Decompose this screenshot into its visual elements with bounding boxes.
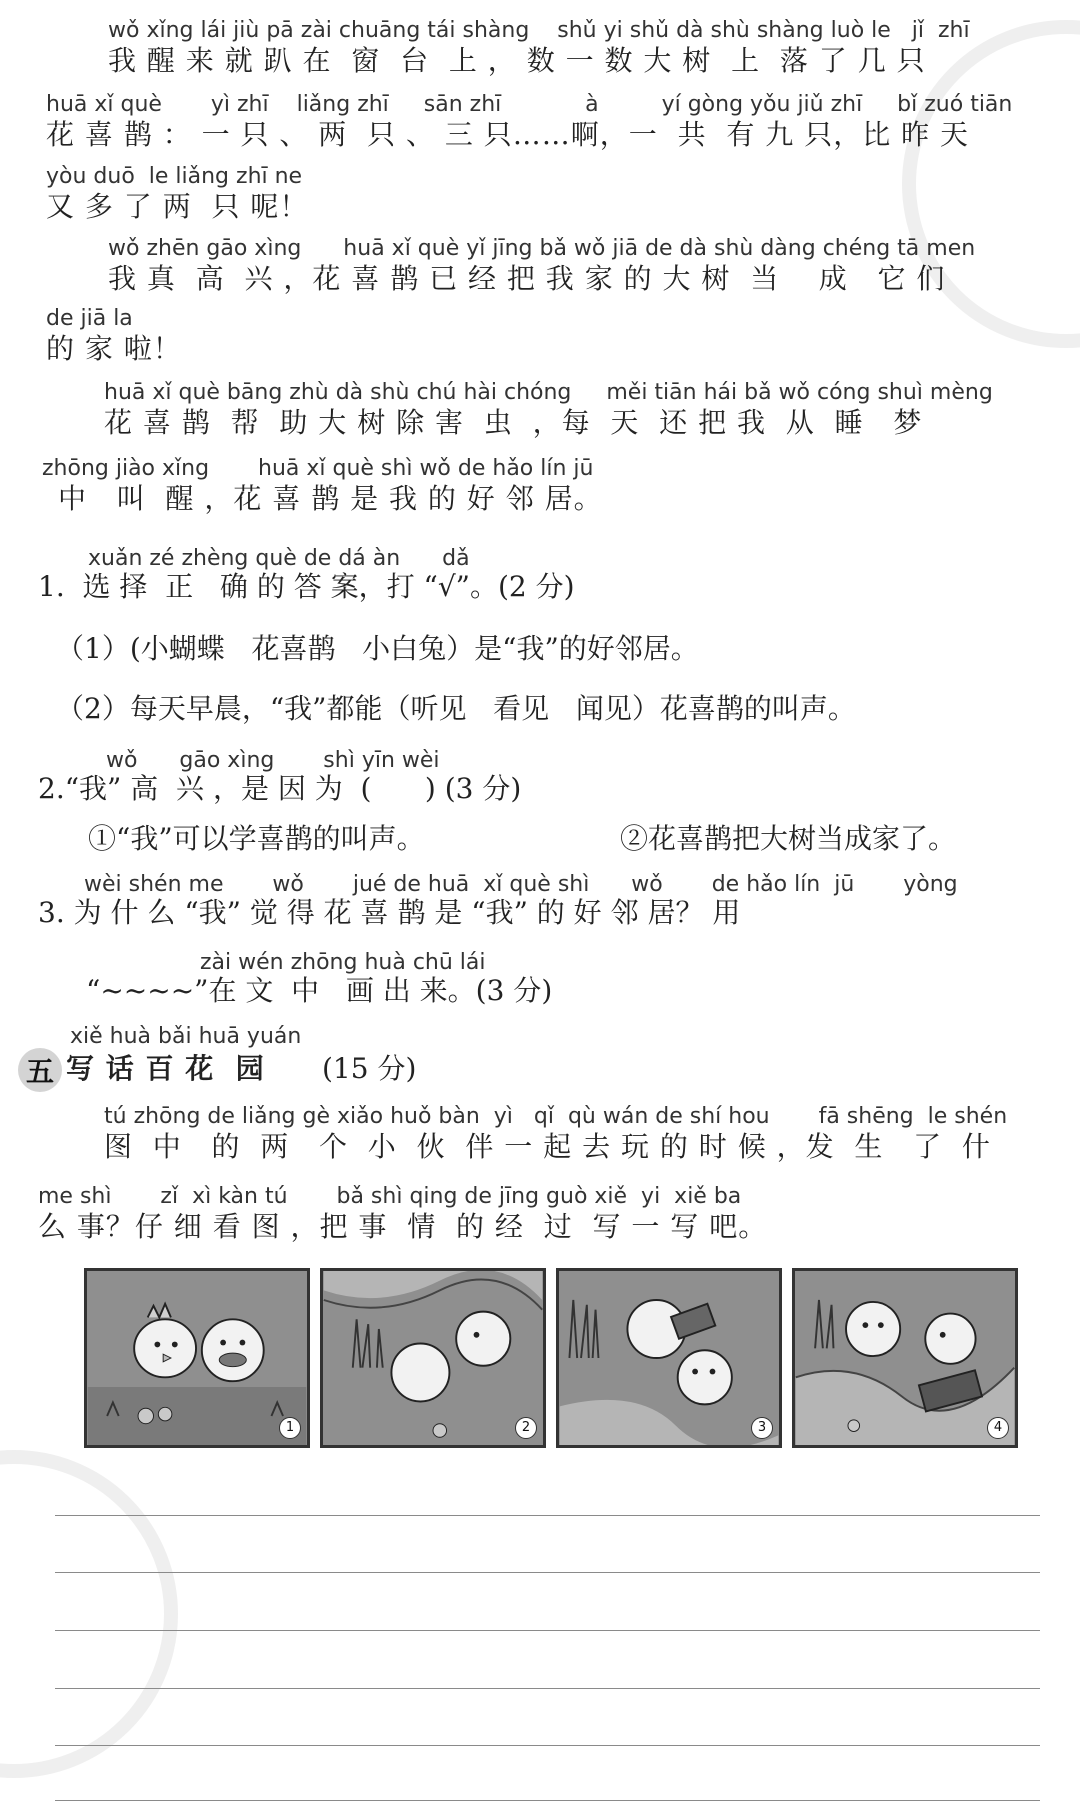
chick-on-board-crossing-river-illustration [795, 1271, 1015, 1445]
passage-line: 我 真 高 兴 ，花 喜 鹊 已 经 把 我 家 的 大 树 当 成 它 们 [108, 262, 946, 295]
passage-line: 花 喜 鹊 帮 助 大 树 除 害 虫 ，每 天 还 把 我 从 睡 梦 [104, 406, 923, 439]
pinyin-line: me shì zǐ xì kàn tú bǎ shì qing de jīng guò xiě yi xiě ba [38, 1184, 742, 1209]
picture-panel-4 [792, 1268, 1018, 1448]
question-1-item-2[interactable]: （2）每天早晨，“我”都能（听见 看见 闻见）花喜鹊的叫声。 [56, 692, 856, 725]
section-score: (15 分) [322, 1052, 417, 1085]
question-1: 1. 选 择 正 确 的 答 案，打 “√”。(2 分) [38, 570, 575, 603]
pinyin-line: huā xǐ què bāng zhù dà shù chú hài chóng měi tiān hái bǎ wǒ cóng shuì mèng [104, 380, 993, 405]
section-number-badge: 五 [18, 1048, 62, 1092]
pinyin-line: xuǎn zé zhèng què de dá àn dǎ [88, 546, 470, 571]
pinyin-line: wǒ zhēn gāo xìng huā xǐ què yǐ jīng bǎ wǒ jiā de dà shù dàng chéng tā men [108, 236, 976, 261]
passage-line: 我 醒 来 就 趴 在 窗 台 上 ， 数 一 数 大 树 上 落 了 几 只 [108, 44, 926, 77]
picture-panel-1 [84, 1268, 310, 1448]
pinyin-line: wǒ xǐng lái jiù pā zài chuāng tái shàng shǔ yi shǔ dà shù shàng luò le jǐ zhī [108, 18, 970, 43]
writing-line[interactable] [55, 1515, 1040, 1516]
picture-panel-2 [320, 1268, 546, 1448]
passage-line: 的 家 啦！ [46, 332, 182, 365]
passage-line: 中 叫 醒 ，花 喜 鹊 是 我 的 好 邻 居。 [58, 482, 603, 515]
river-scene-illustration [323, 1271, 543, 1445]
question-3-continued: “~~~~”在 文 中 画 出 来。(3 分) [86, 974, 553, 1007]
chick-and-duckling-illustration [87, 1271, 307, 1445]
pinyin-line: zài wén zhōng huà chū lái [200, 950, 486, 975]
pinyin-line: de jiā la [46, 306, 133, 331]
prompt-line: 图 中 的 两 个 小 伙 伴 一 起 去 玩 的 时 候 ，发 生 了 什 [104, 1130, 991, 1163]
pinyin-line: tú zhōng de liǎng gè xiǎo huǒ bàn yì qǐ qù wán de shí hou fā shēng le shén [104, 1104, 1008, 1129]
writing-line[interactable] [55, 1800, 1040, 1801]
writing-line[interactable] [55, 1688, 1040, 1689]
question-3: 3. 为 什 么 “我” 觉 得 花 喜 鹊 是 “我” 的 好 邻 居？ 用 [38, 896, 741, 929]
section-title: 写 话 百 花 园 [66, 1052, 265, 1085]
question-2-option-1[interactable]: ①“我”可以学喜鹊的叫声。 [88, 822, 425, 855]
writing-line[interactable] [55, 1630, 1040, 1631]
writing-line[interactable] [55, 1572, 1040, 1573]
pinyin-line: huā xǐ què yì zhī liǎng zhī sān zhī à yí gòng yǒu jiǔ zhī bǐ zuó tiān [46, 92, 1013, 117]
panel-number: 2 [515, 1417, 537, 1439]
prompt-line: 么 事？仔 细 看 图 ，把 事 情 的 经 过 写 一 写 吧。 [38, 1210, 768, 1243]
passage-line: 又 多 了 两 只 呢！ [46, 190, 309, 223]
panel-number: 3 [751, 1417, 773, 1439]
pinyin-line: wǒ gāo xìng shì yīn wèi [106, 748, 440, 773]
duckling-carrying-board-illustration [559, 1271, 779, 1445]
watermark-circle-bottom [0, 1450, 178, 1778]
panel-number: 1 [279, 1417, 301, 1439]
question-1-item-1[interactable]: （1）(小蝴蝶 花喜鹊 小白兔）是“我”的好邻居。 [56, 632, 699, 665]
pinyin-line: xiě huà bǎi huā yuán [70, 1024, 302, 1049]
question-2-option-2[interactable]: ②花喜鹊把大树当成家了。 [620, 822, 957, 855]
writing-line[interactable] [55, 1745, 1040, 1746]
picture-panel-3 [556, 1268, 782, 1448]
panel-number: 4 [987, 1417, 1009, 1439]
pinyin-line: yòu duō le liǎng zhī ne [46, 164, 303, 189]
passage-line: 花 喜 鹊 ： 一 只 、 两 只 、 三 只……啊，一 共 有 九 只，比 昨 天 [46, 118, 970, 151]
pinyin-line: wèi shén me wǒ jué de huā xǐ què shì wǒ de hǎo lín jū yòng [84, 872, 958, 897]
pinyin-line: zhōng jiào xǐng huā xǐ què shì wǒ de hǎo lín jū [42, 456, 594, 481]
watermark-circle-top [902, 20, 1080, 348]
question-2: 2.“我” 高 兴 ，是 因 为 ( ) (3 分) [38, 772, 522, 805]
